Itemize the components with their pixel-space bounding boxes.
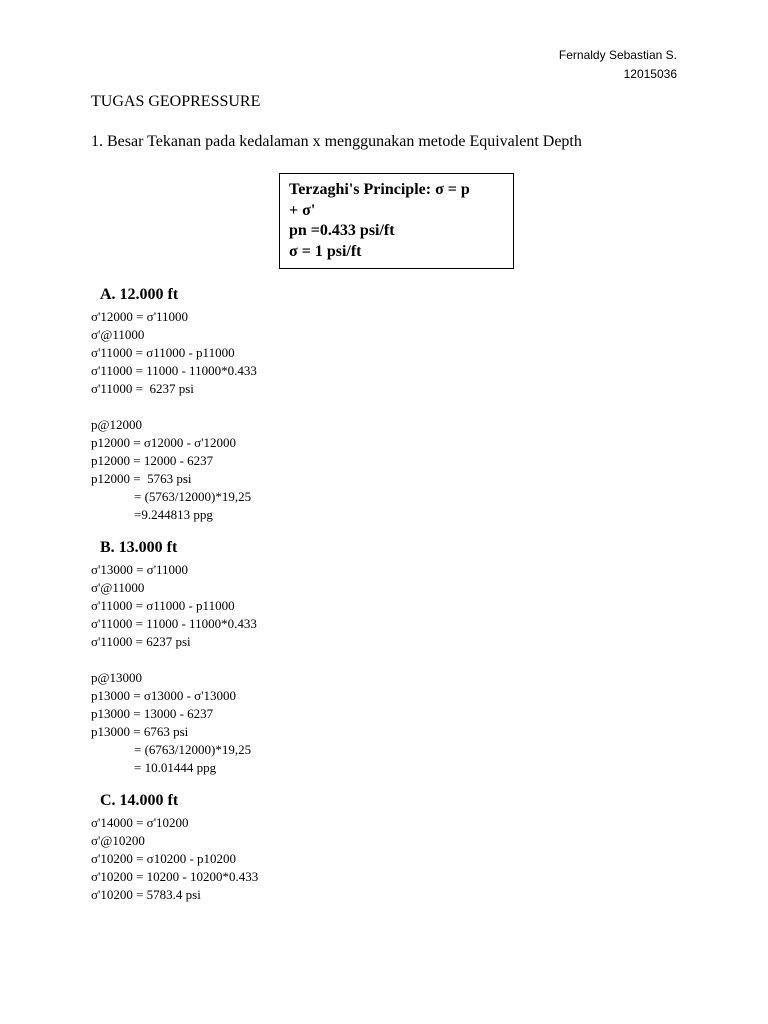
calc-line: p12000 = 12000 - 6237 [91, 453, 214, 468]
calc-line: σ'11000 = σ11000 - p11000 [91, 345, 235, 360]
calc-line: σ'11000 = 11000 - 11000*0.433 [91, 363, 257, 378]
calc-line: =9.244813 ppg [134, 507, 213, 522]
document-title: TUGAS GEOPRESSURE [91, 93, 261, 110]
calc-line: σ'10200 = 10200 - 10200*0.433 [91, 869, 259, 884]
calc-line: σ'14000 = σ'10200 [91, 815, 189, 830]
normal-gradient-line: pn =0.433 psi/ft [289, 222, 395, 239]
calc-line: σ'@11000 [91, 580, 145, 595]
principle-box [279, 173, 514, 269]
section-heading: B. 13.000 ft [100, 539, 178, 556]
principle-line: Terzaghi's Principle: σ = p [289, 181, 470, 198]
calc-line: = (5763/12000)*19,25 [134, 489, 252, 504]
overburden-gradient-line: σ = 1 psi/ft [289, 242, 362, 260]
section-heading: C. 14.000 ft [100, 792, 179, 809]
author-id: 12015036 [623, 67, 677, 81]
calc-line: p13000 = 6763 psi [91, 724, 189, 739]
principle-line: + σ' [289, 201, 316, 219]
section-b [91, 537, 257, 777]
calc-line: σ'@11000 [91, 327, 145, 342]
calc-line: = (6763/12000)*19,25 [134, 742, 252, 757]
calc-line: σ'12000 = σ'11000 [91, 309, 189, 324]
section-c [91, 790, 258, 904]
question-text: 1. Besar Tekanan pada kedalaman x menggunakan metode Equivalent Depth [91, 133, 582, 150]
calc-line: σ'11000 = 6237 psi [91, 634, 191, 649]
calc-line: p13000 = 13000 - 6237 [91, 706, 214, 721]
calc-line: p@13000 [91, 670, 142, 685]
calc-line: σ'10200 = σ10200 - p10200 [91, 851, 237, 866]
section-heading: A. 12.000 ft [100, 286, 179, 303]
calc-line: σ'10200 = 5783.4 psi [91, 887, 201, 902]
author-name: Fernaldy Sebastian S. [558, 48, 677, 62]
section-a [91, 284, 257, 524]
calc-line: σ'11000 = σ11000 - p11000 [91, 598, 235, 613]
calc-line: p13000 = σ13000 - σ'13000 [91, 688, 237, 703]
calc-line: σ'13000 = σ'11000 [91, 562, 189, 577]
calc-line: p@12000 [91, 417, 142, 432]
calc-line: p12000 = 5763 psi [91, 471, 192, 486]
author-block [559, 46, 677, 84]
calc-line: p12000 = σ12000 - σ'12000 [91, 435, 237, 450]
calc-line: σ'@10200 [91, 833, 145, 848]
calc-line: σ'11000 = 11000 - 11000*0.433 [91, 616, 257, 631]
calc-line: = 10.01444 ppg [134, 760, 217, 775]
calc-line: σ'11000 = 6237 psi [91, 381, 194, 396]
